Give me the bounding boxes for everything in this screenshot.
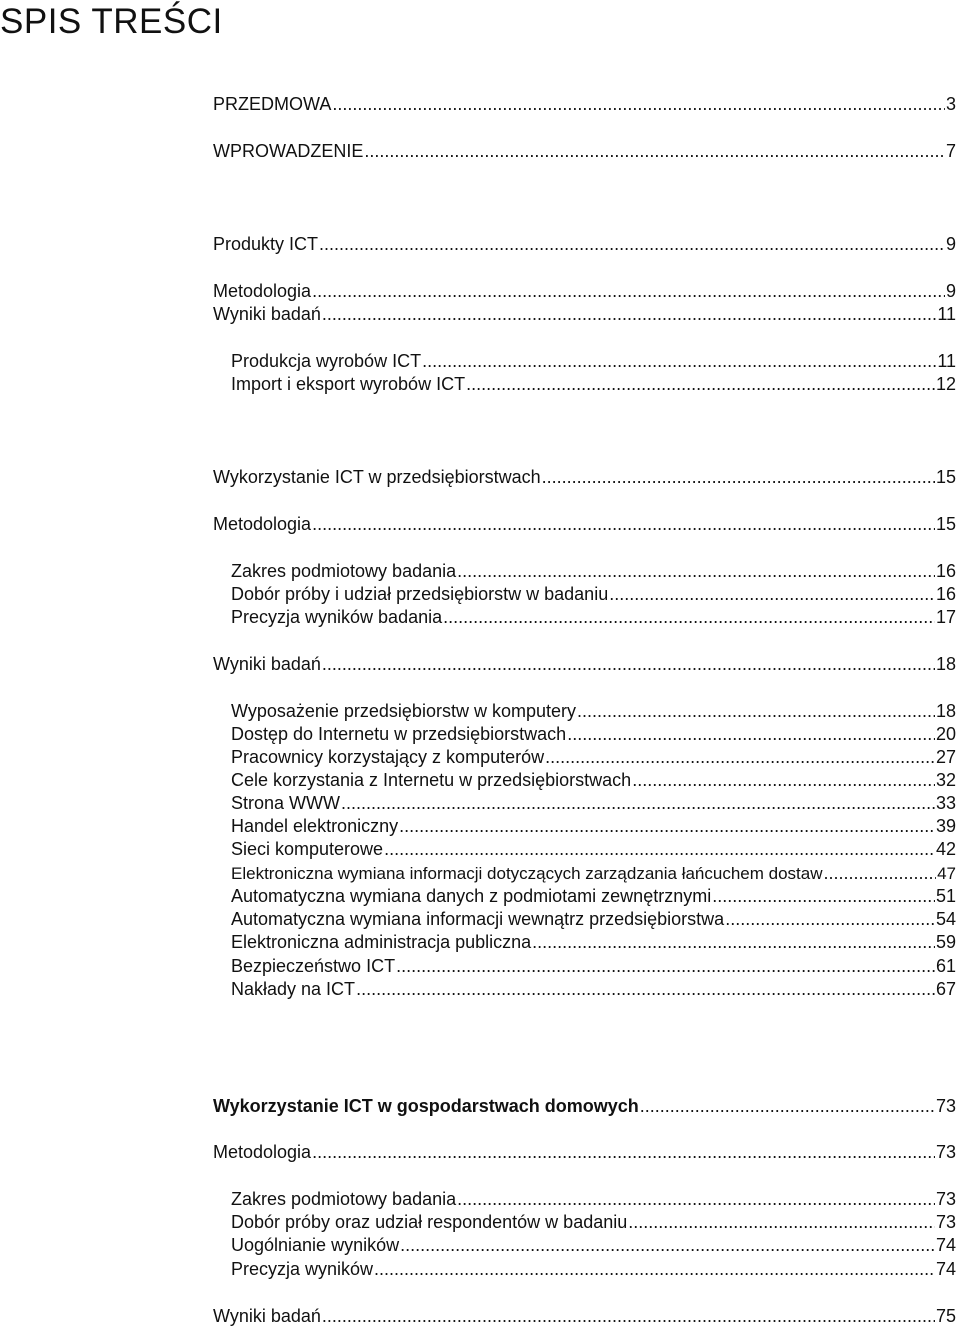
- toc-entry[interactable]: [213, 93, 956, 115]
- toc-entry-title: Metodologia: [213, 281, 312, 301]
- toc-entry-title: Dobór próby oraz udział respondentów w badaniu: [231, 1212, 628, 1232]
- toc-entry-page: 20: [935, 724, 956, 744]
- toc-entry-page: 18: [935, 654, 956, 674]
- dot-leader: [364, 140, 945, 162]
- toc-entry-title: Sieci komputerowe: [231, 839, 384, 859]
- toc-entry-title: PRZEDMOWA: [213, 94, 332, 114]
- toc-entry[interactable]: [213, 653, 956, 675]
- toc-entry-title: Precyzja wyników: [231, 1259, 374, 1279]
- toc-entry[interactable]: [231, 769, 956, 791]
- toc-entry[interactable]: [231, 723, 956, 745]
- dot-leader: [725, 908, 935, 930]
- toc-entry-title: Wyposażenie przedsiębiorstw w komputery: [231, 701, 576, 721]
- toc-entry[interactable]: [213, 466, 956, 488]
- toc-entry-page: 16: [935, 561, 956, 581]
- toc-entry-page: 15: [935, 514, 956, 534]
- toc-entry-page: 11: [937, 351, 956, 371]
- toc-entry-title: Wyniki badań: [213, 654, 321, 674]
- toc-entry-title: Wykorzystanie ICT w przedsiębiorstwach: [213, 467, 541, 487]
- dot-leader: [399, 815, 935, 837]
- toc-entry[interactable]: [231, 978, 956, 1000]
- dot-leader: [577, 700, 935, 722]
- toc-entry-page: 59: [935, 932, 956, 952]
- toc-entry-page: 74: [935, 1259, 956, 1279]
- toc-entry-title: Elektroniczna administracja publiczna: [231, 932, 532, 952]
- toc-entry-page: 74: [935, 1235, 956, 1255]
- toc-entry-title: Dostęp do Internetu w przedsiębiorstwach: [231, 724, 567, 744]
- dot-leader: [443, 606, 935, 628]
- dot-leader: [466, 373, 935, 395]
- toc-entry-page: 61: [935, 956, 956, 976]
- toc-entry-page: 12: [935, 374, 956, 394]
- toc-entry[interactable]: [231, 350, 956, 372]
- dot-leader: [542, 466, 935, 488]
- toc-entry-title: Nakłady na ICT: [231, 979, 356, 999]
- dot-leader: [384, 838, 935, 860]
- toc-entry[interactable]: [231, 1211, 956, 1233]
- dot-leader: [712, 885, 935, 907]
- toc-entry-page: 11: [937, 304, 956, 324]
- toc-entry-page: 67: [935, 979, 956, 999]
- toc-entry-page: 54: [935, 909, 956, 929]
- toc-entry-page: 33: [935, 793, 956, 813]
- toc-entry-title: Zakres podmiotowy badania: [231, 561, 457, 581]
- toc-entry[interactable]: [231, 1188, 956, 1210]
- dot-leader: [640, 1095, 935, 1117]
- toc-entry-page: 42: [935, 839, 956, 859]
- toc-entry[interactable]: [231, 792, 956, 814]
- toc-entry-page: 27: [935, 747, 956, 767]
- toc-entry-page: 18: [935, 701, 956, 721]
- toc-entry[interactable]: [213, 1141, 956, 1163]
- toc-entry-page: 73: [935, 1212, 956, 1232]
- toc-entry[interactable]: [231, 1258, 956, 1280]
- toc-entry-page: 32: [935, 770, 956, 790]
- toc-entry[interactable]: [213, 280, 956, 302]
- toc-entry-page: 73: [935, 1096, 956, 1116]
- dot-leader: [457, 1188, 935, 1210]
- dot-leader: [312, 280, 945, 302]
- toc-entry-page: 9: [945, 281, 956, 301]
- dot-leader: [609, 583, 935, 605]
- toc-entry-title: Produkcja wyrobów ICT: [231, 351, 422, 371]
- page-title: SPIS TREŚCI: [0, 2, 223, 41]
- toc-entry[interactable]: [231, 955, 956, 977]
- toc-entry-title: Wykorzystanie ICT w gospodarstwach domowych: [213, 1096, 639, 1116]
- toc-entry[interactable]: [231, 746, 956, 768]
- toc-entry[interactable]: [213, 513, 956, 535]
- dot-leader: [374, 1258, 935, 1280]
- toc-entry[interactable]: [231, 885, 956, 907]
- toc-entry-title: Import i eksport wyrobów ICT: [231, 374, 466, 394]
- toc-entry-page: 15: [935, 467, 956, 487]
- toc-entry[interactable]: [231, 862, 956, 885]
- toc-entry-title: Precyzja wyników badania: [231, 607, 443, 627]
- toc-entry-title: Metodologia: [213, 1142, 312, 1162]
- toc-entry-page: 7: [945, 141, 956, 161]
- toc-entry-title: Wyniki badań: [213, 1306, 321, 1326]
- toc-entry-page: 73: [935, 1189, 956, 1209]
- toc-entry-page: 47: [937, 864, 956, 883]
- dot-leader: [322, 653, 935, 675]
- toc-entry-title: Automatyczna wymiana informacji wewnątrz przedsiębiorstwa: [231, 909, 725, 929]
- toc-entry[interactable]: [231, 583, 956, 605]
- toc-entry[interactable]: [213, 233, 956, 255]
- dot-leader: [341, 792, 935, 814]
- toc-entry-page: 3: [945, 94, 956, 114]
- dot-leader: [532, 931, 935, 953]
- dot-leader: [332, 93, 945, 115]
- toc-entry[interactable]: [231, 815, 956, 837]
- dot-leader: [322, 303, 936, 325]
- toc-entry-page: 9: [945, 234, 956, 254]
- dot-leader: [628, 1211, 935, 1233]
- toc-entry[interactable]: [231, 908, 956, 930]
- dot-leader: [396, 955, 935, 977]
- toc-entry-page: 39: [935, 816, 956, 836]
- toc-entry-title: Zakres podmiotowy badania: [231, 1189, 457, 1209]
- toc-entry-page: 73: [935, 1142, 956, 1162]
- toc-entry-title: Cele korzystania z Internetu w przedsiębiorstwach: [231, 770, 632, 790]
- dot-leader: [312, 1141, 935, 1163]
- toc-entry-title: Wyniki badań: [213, 304, 321, 324]
- dot-leader: [422, 350, 936, 372]
- dot-leader: [824, 862, 937, 884]
- toc-entry-title: Strona WWW: [231, 793, 341, 813]
- toc-entry[interactable]: [231, 560, 956, 582]
- toc-entry-page: 17: [935, 607, 956, 627]
- dot-leader: [319, 233, 945, 255]
- toc-entry-title: Produkty ICT: [213, 234, 319, 254]
- toc-entry[interactable]: [213, 303, 956, 325]
- toc-entry-title: Dobór próby i udział przedsiębiorstw w badaniu: [231, 584, 609, 604]
- dot-leader: [632, 769, 935, 791]
- toc-entry-title: Metodologia: [213, 514, 312, 534]
- toc-entry-page: 51: [935, 886, 956, 906]
- toc-entry[interactable]: [213, 1095, 956, 1117]
- dot-leader: [400, 1234, 935, 1256]
- toc-entry[interactable]: [231, 606, 956, 628]
- toc-entry[interactable]: [213, 1305, 956, 1327]
- toc-entry-title: Elektroniczna wymiana informacji dotyczących zarządzania łańcuchem dostaw: [231, 864, 823, 883]
- toc-entry-title: Automatyczna wymiana danych z podmiotami zewnętrznymi: [231, 886, 712, 906]
- dot-leader: [356, 978, 935, 1000]
- dot-leader: [545, 746, 935, 768]
- toc-entry-title: Handel elektroniczny: [231, 816, 399, 836]
- toc-entry-title: Pracownicy korzystający z komputerów: [231, 747, 545, 767]
- toc-entry-title: WPROWADZENIE: [213, 141, 364, 161]
- dot-leader: [322, 1305, 935, 1327]
- dot-leader: [567, 723, 935, 745]
- toc-entry-page: 16: [935, 584, 956, 604]
- toc-entry-page: 75: [935, 1306, 956, 1326]
- toc-entry[interactable]: [231, 1234, 956, 1256]
- toc-entry[interactable]: [231, 931, 956, 953]
- toc-entry-title: Bezpieczeństwo ICT: [231, 956, 396, 976]
- dot-leader: [312, 513, 935, 535]
- toc-entry[interactable]: [231, 838, 956, 860]
- toc-entry[interactable]: [231, 373, 956, 395]
- toc-entry-title: Uogólnianie wyników: [231, 1235, 400, 1255]
- dot-leader: [457, 560, 935, 582]
- toc-entry[interactable]: [231, 700, 956, 722]
- toc-entry[interactable]: [213, 140, 956, 162]
